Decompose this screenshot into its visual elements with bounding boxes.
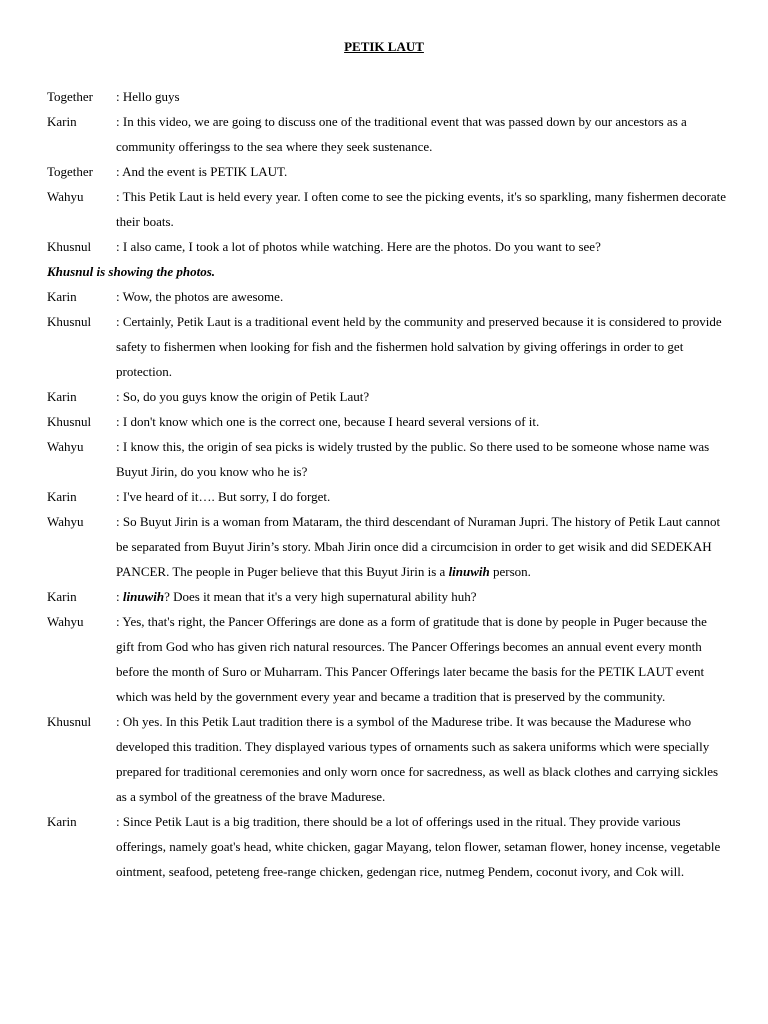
dialogue-line bbox=[47, 584, 727, 609]
speaker-name: Karin bbox=[47, 114, 77, 129]
dialogue-line bbox=[47, 84, 727, 109]
dialogue-text: : Certainly, Petik Laut is a traditional event held by the community and preserved because it is considered to provide safety to fishermen when looking for fish and the fishermen hold salvation by giving offerings in order to get protection. bbox=[116, 314, 722, 379]
stage-direction: Khusnul is showing the photos. bbox=[47, 264, 215, 279]
text-segment: : So Buyut Jirin is a woman from Mataram, the third descendant of Nuraman Jupri. The history of Petik Laut cannot be separated from Buyut Jirin’s story. Mbah Jirin once did a circumcision in order to get wisik and did SEDEKAH PANCER. The people in Puger believe that this Buyut Jirin is a bbox=[116, 514, 721, 579]
text-segment: : bbox=[116, 589, 123, 604]
speaker-name: Wahyu bbox=[47, 614, 84, 629]
dialogue-line bbox=[47, 234, 727, 259]
dialogue-line bbox=[47, 159, 727, 184]
dialogue-line bbox=[47, 109, 727, 159]
dialogue-line bbox=[47, 809, 727, 884]
speaker-name: Khusnul bbox=[47, 314, 92, 329]
speaker-name: Karin bbox=[47, 389, 77, 404]
dialogue-line bbox=[47, 309, 727, 384]
speaker-name: Together bbox=[47, 89, 94, 104]
dialogue-text: : In this video, we are going to discuss one of the traditional event that was passed down by our ancestors as a community offeringss to the sea where they seek sustenance. bbox=[116, 114, 687, 154]
speaker-name: Khusnul bbox=[47, 714, 92, 729]
dialogue-line bbox=[47, 509, 727, 584]
dialogue-text: : I also came, I took a lot of photos while watching. Here are the photos. Do you want to see? bbox=[116, 239, 601, 254]
dialogue-text: : Hello guys bbox=[116, 89, 180, 104]
text-segment: person. bbox=[489, 564, 531, 579]
dialogue-line bbox=[47, 409, 727, 434]
document-title: PETIK LAUT bbox=[344, 39, 424, 54]
dialogue-text: : I know this, the origin of sea picks is widely trusted by the public. So there used to be someone whose name was Buyut Jirin, do you know who he is? bbox=[116, 439, 710, 479]
speaker-name: Wahyu bbox=[47, 189, 84, 204]
dialogue-text: : Since Petik Laut is a big tradition, there should be a lot of offerings used in the ritual. They provide various offerings, namely goat's head, white chicken, gagar Mayang, telon flower, setaman flower, honey incense, vegetable ointment, seafood, peteteng free-range chicken, gedengan rice, nutmeg Pendem, coconut ivory, and Cok will. bbox=[116, 814, 721, 879]
dialogue-text: : I don't know which one is the correct one, because I heard several versions of it. bbox=[116, 414, 540, 429]
speaker-name: Khusnul bbox=[47, 239, 92, 254]
dialogue-line bbox=[47, 609, 727, 709]
speaker-name: Together bbox=[47, 164, 94, 179]
dialogue-text: : This Petik Laut is held every year. I often come to see the picking events, it's so sparkling, many fishermen decorate their boats. bbox=[116, 189, 727, 229]
dialogue-line bbox=[47, 484, 727, 509]
dialogue-script bbox=[47, 84, 727, 884]
speaker-name: Karin bbox=[47, 289, 77, 304]
dialogue-line bbox=[47, 184, 727, 234]
dialogue-text: : Oh yes. In this Petik Laut tradition there is a symbol of the Madurese tribe. It was because the Madurese who developed this tradition. They displayed various types of ornaments such as sakera uniforms which were specially prepared for traditional ceremonies and only worn once for sacredness, as well as black clothes and carrying sickles as a symbol of the greatness of the brave Madurese. bbox=[116, 714, 719, 804]
emphasized-term: linuwih bbox=[122, 589, 165, 604]
dialogue-text bbox=[116, 509, 727, 584]
emphasized-term: linuwih bbox=[448, 564, 490, 579]
speaker-name: Karin bbox=[47, 589, 77, 604]
speaker-name: Wahyu bbox=[47, 514, 84, 529]
dialogue-line bbox=[47, 284, 727, 309]
dialogue-text: : And the event is PETIK LAUT. bbox=[116, 164, 288, 179]
text-segment: ? Does it mean that it's a very high supernatural ability huh? bbox=[164, 589, 477, 604]
speaker-name: Karin bbox=[47, 489, 77, 504]
dialogue-text: : So, do you guys know the origin of Petik Laut? bbox=[116, 389, 370, 404]
dialogue-line bbox=[47, 384, 727, 409]
dialogue-text: : Wow, the photos are awesome. bbox=[116, 289, 284, 304]
dialogue-text bbox=[116, 584, 727, 609]
speaker-name: Khusnul bbox=[47, 414, 92, 429]
dialogue-text: : I've heard of it…. But sorry, I do forget. bbox=[116, 489, 331, 504]
speaker-name: Wahyu bbox=[47, 439, 84, 454]
dialogue-text: : Yes, that's right, the Pancer Offerings are done as a form of gratitude that is done by people in Puger because the gift from God who has given rich natural resources. The Pancer Offerings becomes an annual event every month before the month of Suro or Muharram. This Pancer Offerings later became the basis for the PETIK LAUT event which was held by the government every year and became a tradition that is preserved by the community. bbox=[116, 614, 707, 704]
dialogue-line bbox=[47, 434, 727, 484]
dialogue-line bbox=[47, 709, 727, 809]
speaker-name: Karin bbox=[47, 814, 77, 829]
